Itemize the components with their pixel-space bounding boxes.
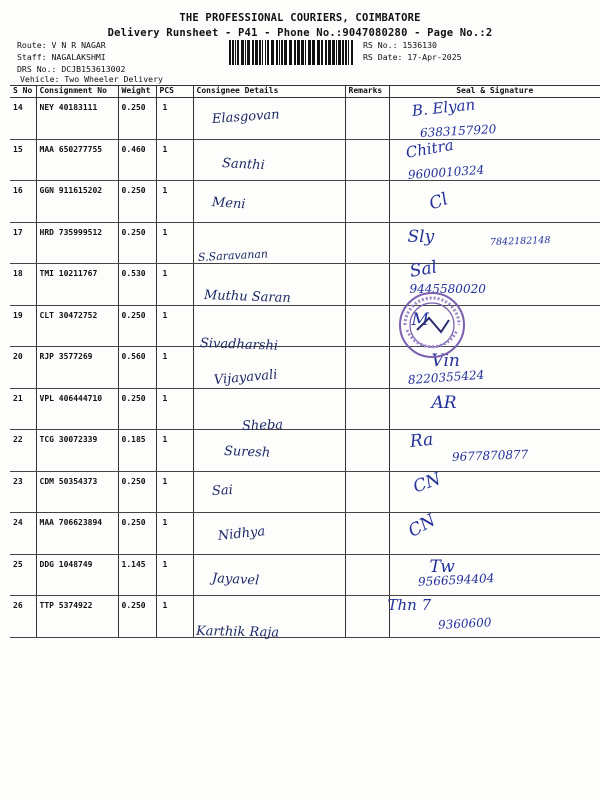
consignment-number: VPL 406444710 <box>39 393 103 403</box>
signature-phone: 9600010324 <box>407 162 485 182</box>
remarks-cell <box>345 347 389 389</box>
weight-cell <box>118 181 156 223</box>
col-pcs: PCS <box>156 86 193 98</box>
weight-cell <box>118 596 156 638</box>
weight-cell <box>118 471 156 513</box>
route-label: Route: V N R NAGAR <box>17 40 106 50</box>
consignee-name: Santhi <box>221 155 265 173</box>
weight-cell <box>118 347 156 389</box>
rs-number: RS No.: 1536130 <box>363 40 437 50</box>
remarks-cell <box>345 388 389 430</box>
weight: 0.250 <box>121 186 146 195</box>
remarks-cell <box>345 513 389 555</box>
consignment-number: CLT 30472752 <box>39 310 98 320</box>
consignee-name: Suresh <box>223 444 270 461</box>
col-weight: Weight <box>118 86 156 98</box>
signature-phone: 9445580020 <box>409 282 486 296</box>
remarks-cell <box>345 305 389 347</box>
signature: B. Elyan <box>410 95 476 120</box>
consignee-name: Muthu Saran <box>203 288 291 307</box>
pcs: 1 <box>162 310 168 320</box>
pcs-cell <box>156 347 193 389</box>
consignment-cell <box>36 98 118 140</box>
sno-cell <box>10 181 36 223</box>
remarks-cell <box>345 139 389 181</box>
consignment-cell <box>36 554 118 596</box>
sno: 25 <box>13 559 23 569</box>
consignment-cell <box>36 347 118 389</box>
seal-signature-cell <box>389 510 600 555</box>
sno: 17 <box>13 227 23 237</box>
sno-cell <box>10 139 36 181</box>
pcs-cell <box>156 388 193 430</box>
sno-cell <box>10 596 36 638</box>
consignee-cell <box>193 181 345 223</box>
consignee-name: Karthik Raja <box>195 624 279 641</box>
consignee-name: Elasgovan <box>210 107 280 127</box>
consignment-number: GGN 911615202 <box>39 186 103 195</box>
sno-cell <box>10 388 36 430</box>
pcs-cell <box>156 430 193 472</box>
sno: 14 <box>13 103 23 112</box>
pcs: 1 <box>162 103 168 112</box>
pcs: 1 <box>162 435 168 444</box>
pcs-cell <box>156 554 193 596</box>
weight: 0.530 <box>121 269 146 278</box>
seal-signature-cell <box>389 388 600 430</box>
remarks-cell <box>345 222 389 264</box>
sno-cell <box>10 98 36 140</box>
consignment-number: TCG 30072339 <box>39 435 98 444</box>
consignment-cell <box>36 222 118 264</box>
consignee-name: Nidhya <box>216 524 266 544</box>
consignment-cell <box>36 181 118 223</box>
signature: Tw <box>429 556 455 577</box>
weight: 0.185 <box>121 435 146 444</box>
signature: CN <box>404 510 439 542</box>
weight-cell <box>118 222 156 264</box>
consignment-cell <box>36 513 118 555</box>
sno: 19 <box>13 310 23 320</box>
consignee-cell <box>193 596 345 641</box>
company-title: THE PROFESSIONAL COURIERS, COIMBATORE <box>179 12 421 24</box>
col-sno: S No <box>10 86 36 98</box>
consignee-cell <box>193 554 345 596</box>
pcs: 1 <box>162 518 168 527</box>
signature-phone: 6383157920 <box>419 122 497 140</box>
vehicle-label: Vehicle: Two Wheeler Delivery <box>20 74 163 84</box>
weight: 0.560 <box>121 352 146 361</box>
consignment-cell <box>36 264 118 306</box>
weight-cell <box>118 513 156 555</box>
consignee-name: Sai <box>211 482 233 499</box>
consignee-cell <box>193 430 345 472</box>
consignee-cell <box>193 305 345 354</box>
table-row <box>10 430 600 472</box>
signature-phone: 9360600 <box>437 615 492 632</box>
drs-number: DRS No.: DCJB153613002 <box>17 64 126 74</box>
sno: 16 <box>13 186 23 195</box>
table-header <box>10 86 600 98</box>
table-row <box>10 139 600 181</box>
sno-cell <box>10 513 36 555</box>
consignee-cell <box>193 388 345 434</box>
rs-date: RS Date: 17-Apr-2025 <box>363 52 462 62</box>
weight: 0.250 <box>121 476 146 486</box>
sno-cell <box>10 222 36 264</box>
pcs: 1 <box>162 559 168 569</box>
sno-cell <box>10 471 36 513</box>
signature: Sly <box>407 226 435 247</box>
consignment-number: NEY 40183111 <box>39 103 98 112</box>
signature: Chitra <box>403 135 455 162</box>
barcode-icon <box>229 40 357 65</box>
consignment-number: DDG 1048749 <box>39 559 93 569</box>
runsheet-title: Delivery Runsheet - P41 - Phone No.:9047080280 - Page No.:2 <box>107 27 493 39</box>
sno: 23 <box>13 476 23 486</box>
signature-phone: 7842182148 <box>489 234 551 248</box>
sno-cell <box>10 347 36 389</box>
consignment-cell <box>36 388 118 430</box>
sno: 22 <box>13 435 23 444</box>
consignment-number: HRD 735999512 <box>39 227 103 237</box>
consignment-cell <box>36 139 118 181</box>
table-row <box>10 305 600 347</box>
sno: 18 <box>13 269 23 278</box>
signature: Sal <box>407 257 439 282</box>
remarks-cell <box>345 596 389 638</box>
pcs-cell <box>156 305 193 347</box>
weight: 1.145 <box>121 559 146 569</box>
remarks-cell <box>345 430 389 472</box>
consignment-cell <box>36 471 118 513</box>
pcs: 1 <box>162 144 168 154</box>
weight: 0.250 <box>121 227 146 237</box>
consignee-name: Jayavel <box>211 570 260 588</box>
col-consignee: Consignee Details <box>193 86 345 98</box>
consignment-number: TTP 5374922 <box>39 601 93 610</box>
weight: 0.460 <box>121 144 146 154</box>
table-row <box>10 347 600 389</box>
weight: 0.250 <box>121 103 146 112</box>
remarks-cell <box>345 554 389 596</box>
sno-cell <box>10 430 36 472</box>
consignee-cell <box>193 139 345 181</box>
pcs-cell <box>156 139 193 181</box>
signature: Cl <box>426 189 451 215</box>
seal-signature-cell <box>389 95 600 140</box>
table-row <box>10 388 600 430</box>
pcs: 1 <box>162 601 168 610</box>
table-row <box>10 471 600 513</box>
consignee-name: S.Saravanan <box>197 246 268 264</box>
remarks-cell <box>345 98 389 140</box>
consignment-cell <box>36 596 118 638</box>
pcs: 1 <box>162 269 168 278</box>
round-seal-stamp-icon <box>397 290 467 360</box>
pcs-cell <box>156 98 193 140</box>
pcs: 1 <box>162 393 168 403</box>
signature: AR <box>431 392 457 413</box>
pcs-cell <box>156 596 193 638</box>
consignment-number: MAA 650277755 <box>39 144 103 154</box>
pcs-cell <box>156 181 193 223</box>
pcs-cell <box>156 471 193 513</box>
weight-cell <box>118 139 156 181</box>
consignment-cell <box>36 430 118 472</box>
consignee-cell <box>193 347 345 389</box>
consignee-name: Meni <box>210 195 246 213</box>
consignment-number: MAA 706623894 <box>39 518 103 527</box>
seal-signature-cell <box>389 468 600 513</box>
consignment-number: CDM 50354373 <box>39 476 98 486</box>
signature: Vin <box>431 351 460 371</box>
pcs: 1 <box>162 476 168 486</box>
consignee-name: Sheba <box>241 417 283 434</box>
pcs-cell <box>156 222 193 264</box>
seal-signature-cell <box>389 222 600 264</box>
sno-cell <box>10 305 36 347</box>
pcs-cell <box>156 513 193 555</box>
consignee-cell <box>193 264 345 306</box>
table-row <box>10 264 600 306</box>
weight-cell <box>118 554 156 596</box>
sno: 21 <box>13 393 23 403</box>
table-row <box>10 513 600 555</box>
signature-phone: 8220355424 <box>407 367 485 387</box>
seal-signature-cell <box>389 430 600 472</box>
weight: 0.250 <box>121 393 146 403</box>
sno: 24 <box>13 518 23 527</box>
pcs: 1 <box>162 186 168 195</box>
pcs-cell <box>156 264 193 306</box>
weight-cell <box>118 264 156 306</box>
sno-cell <box>10 554 36 596</box>
signature-phone: 9677870877 <box>451 447 529 464</box>
weight-cell <box>118 305 156 347</box>
remarks-cell <box>345 471 389 513</box>
consignment-number: RJP 3577269 <box>39 352 93 361</box>
sno: 26 <box>13 601 23 610</box>
seal-signature-cell <box>389 181 600 223</box>
weight: 0.250 <box>121 518 146 527</box>
signature: Ra <box>408 429 434 452</box>
seal-signature-cell <box>389 596 600 638</box>
sno: 15 <box>13 144 23 154</box>
signature: Thn 7 <box>387 596 432 614</box>
consignee-cell <box>193 471 345 513</box>
weight: 0.250 <box>121 310 146 320</box>
signature: CN <box>410 468 444 497</box>
pcs: 1 <box>162 352 168 361</box>
table-row <box>10 554 600 596</box>
table-row <box>10 596 600 638</box>
staff-label: Staff: NAGALAKSHMI <box>17 52 106 62</box>
remarks-cell <box>345 181 389 223</box>
seal-signature-cell <box>389 135 600 182</box>
consignee-cell <box>193 98 345 140</box>
consignee-name: Sivadharshi <box>199 335 278 354</box>
pcs: 1 <box>162 227 168 237</box>
signature-phone: 9566594404 <box>417 570 495 589</box>
weight-cell <box>118 388 156 430</box>
sno: 20 <box>13 352 23 361</box>
signature: M <box>411 309 429 330</box>
weight-cell <box>118 430 156 472</box>
consignment-number: TMI 10211767 <box>39 269 98 278</box>
weight: 0.250 <box>121 601 146 610</box>
seal-signature-cell <box>389 554 600 596</box>
consignee-cell <box>193 513 345 555</box>
consignee-name: Vijayavali <box>212 367 278 388</box>
delivery-table <box>10 85 600 641</box>
weight-cell <box>118 98 156 140</box>
col-remarks: Remarks <box>345 86 389 98</box>
col-consignment: Consignment No <box>36 86 118 98</box>
sno-cell <box>10 264 36 306</box>
consignee-cell <box>193 222 345 264</box>
table-row <box>10 98 600 140</box>
table-row <box>10 181 600 223</box>
remarks-cell <box>345 264 389 306</box>
col-seal-signature: Seal & Signature <box>389 86 600 98</box>
table-row <box>10 222 600 264</box>
consignment-cell <box>36 305 118 347</box>
